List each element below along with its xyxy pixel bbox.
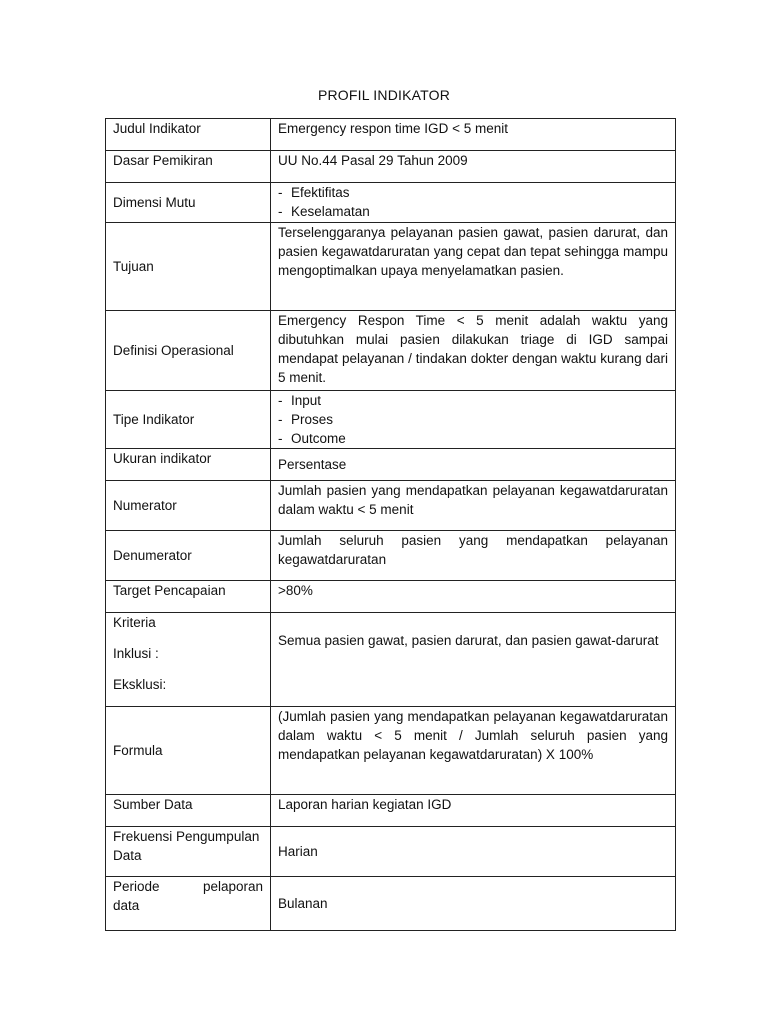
table-row-periode	[106, 877, 676, 931]
list-item: - Outcome	[278, 429, 668, 448]
table-row-denumerator	[106, 531, 676, 581]
label-numerator: Numerator	[106, 481, 271, 531]
list-item: - Proses	[278, 410, 668, 429]
label-tipe-indikator: Tipe Indikator	[106, 391, 271, 449]
value-periode-pelaporan: Bulanan	[271, 877, 676, 931]
label-inklusi: Inklusi :	[113, 646, 159, 661]
label-eksklusi: Eksklusi:	[113, 677, 167, 692]
value-definisi-operasional: Emergency Respon Time < 5 menit adalah waktu yang dibutuhkan mulai pasien dilakukan triage di IGD sampai mendapat pelayanan / tindakan dokter dengan waktu kurang dari 5 menit.	[271, 311, 676, 391]
table-row-formula	[106, 707, 676, 795]
table-row-target	[106, 581, 676, 613]
label-sumber-data: Sumber Data	[106, 795, 271, 827]
table-row-ukuran	[106, 449, 676, 481]
table-row-tipe	[106, 391, 676, 449]
value-formula: (Jumlah pasien yang mendapatkan pelayanan kegawatdaruratan dalam waktu < 5 menit / Jumlah seluruh pasien yang mendapatkan pelayanan kegawatdaruratan) X 100%	[271, 707, 676, 795]
value-numerator: Jumlah pasien yang mendapatkan pelayanan kegawatdaruratan dalam waktu < 5 menit	[271, 481, 676, 531]
table-row-definisi	[106, 311, 676, 391]
value-frekuensi-pengumpulan-data: Harian	[271, 827, 676, 877]
label-tujuan: Tujuan	[106, 223, 271, 311]
value-judul-indikator: Emergency respon time IGD < 5 menit	[271, 119, 676, 151]
label-frekuensi-pengumpulan-data: Frekuensi Pengumpulan Data	[106, 827, 271, 877]
label-periode-line1: Periode pelaporan	[113, 879, 263, 894]
label-periode-pelaporan	[106, 877, 271, 931]
label-kriteria-title: Kriteria	[113, 615, 156, 630]
table-row-tujuan	[106, 223, 676, 311]
list-item: - Input	[278, 391, 668, 410]
table-row-sumber	[106, 795, 676, 827]
label-dasar-pemikiran: Dasar Pemikiran	[106, 151, 271, 183]
table-row-frekuensi	[106, 827, 676, 877]
label-dimensi-mutu: Dimensi Mutu	[106, 183, 271, 223]
table-row-judul	[106, 119, 676, 151]
value-tipe-indikator	[271, 391, 676, 449]
label-definisi-operasional: Definisi Operasional	[106, 311, 271, 391]
label-periode-line2: data	[113, 898, 140, 913]
table-row-dasar	[106, 151, 676, 183]
label-formula: Formula	[106, 707, 271, 795]
label-kriteria	[106, 613, 271, 707]
label-denumerator: Denumerator	[106, 531, 271, 581]
page-title: PROFIL INDIKATOR	[317, 87, 451, 103]
table-row-kriteria	[106, 613, 676, 707]
label-ukuran-indikator: Ukuran indikator	[106, 449, 271, 481]
label-target-pencapaian: Target Pencapaian	[106, 581, 271, 613]
value-target-pencapaian: >80%	[271, 581, 676, 613]
value-ukuran-indikator: Persentase	[271, 449, 676, 481]
table-row-dimensi	[106, 183, 676, 223]
label-judul-indikator: Judul Indikator	[106, 119, 271, 151]
value-dasar-pemikiran: UU No.44 Pasal 29 Tahun 2009	[271, 151, 676, 183]
value-kriteria: Semua pasien gawat, pasien darurat, dan pasien gawat-darurat	[271, 613, 676, 707]
list-item: - Keselamatan	[278, 202, 668, 221]
value-dimensi-mutu	[271, 183, 676, 223]
table-row-numerator	[106, 481, 676, 531]
list-item: - Efektifitas	[278, 183, 668, 202]
value-denumerator: Jumlah seluruh pasien yang mendapatkan pelayanan kegawatdaruratan	[271, 531, 676, 581]
profile-table	[105, 118, 676, 931]
value-sumber-data: Laporan harian kegiatan IGD	[271, 795, 676, 827]
value-tujuan: Terselenggaranya pelayanan pasien gawat, pasien darurat, dan pasien kegawatdaruratan yang cepat dan tepat sehingga mampu mengoptimalkan upaya menyelamatkan pasien.	[271, 223, 676, 311]
